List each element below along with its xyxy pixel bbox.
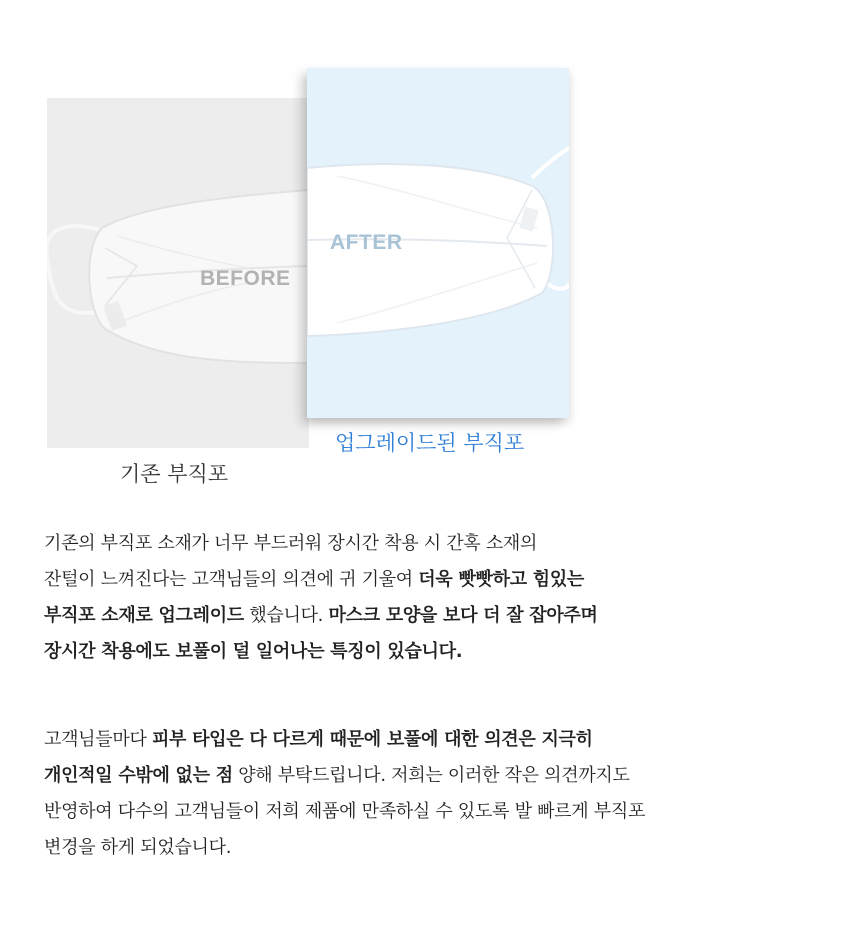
paragraph-line [44,830,804,866]
after-caption: 업그레이드된 부직포 [335,431,525,455]
after-stamp: AFTER [330,231,403,254]
description-paragraph-2 [44,722,804,866]
paragraph-line [44,758,804,794]
description-paragraph-1 [44,526,804,670]
before-stamp: BEFORE [200,267,291,290]
bold-text-segment: 부직포 소재로 업그레이드 [44,605,244,626]
after-image-panel [307,68,569,418]
text-segment: 기존의 부직포 소재가 너무 부드러워 장시간 착용 시 간혹 소재의 [44,533,538,554]
text-segment: 고객님들마다 [44,729,152,750]
paragraph-line [44,794,804,830]
paragraph-line [44,722,804,758]
bold-text-segment: 개인적일 수밖에 없는 점 [44,765,233,786]
paragraph-line [44,526,804,562]
text-segment: 했습니다. [243,605,329,626]
bold-text-segment: 피부 타입은 다 다르게 때문에 보풀에 대한 의견은 지극히 [151,729,593,750]
before-image-panel [47,98,309,448]
paragraph-line [44,598,804,634]
text-segment: 반영하여 다수의 고객님들이 저희 제품에 만족하실 수 있도록 발 빠르게 부직포 [44,801,646,822]
text-segment: 양해 부탁드립니다. 저희는 이러한 작은 의견까지도 [232,765,630,786]
paragraph-line [44,634,804,670]
paragraph-line [44,562,804,598]
bold-text-segment: 마스크 모양을 보다 더 잘 잡아주며 [328,605,598,626]
text-segment: 변경을 하게 되었습니다. [44,837,232,858]
bold-text-segment: 더욱 빳빳하고 힘있는 [418,569,585,590]
before-caption: 기존 부직포 [120,462,229,486]
bold-text-segment: 장시간 착용에도 보풀이 덜 일어나는 특징이 있습니다. [44,641,463,662]
text-segment: 잔털이 느껴진다는 고객님들의 의견에 귀 기울여 [44,569,419,590]
